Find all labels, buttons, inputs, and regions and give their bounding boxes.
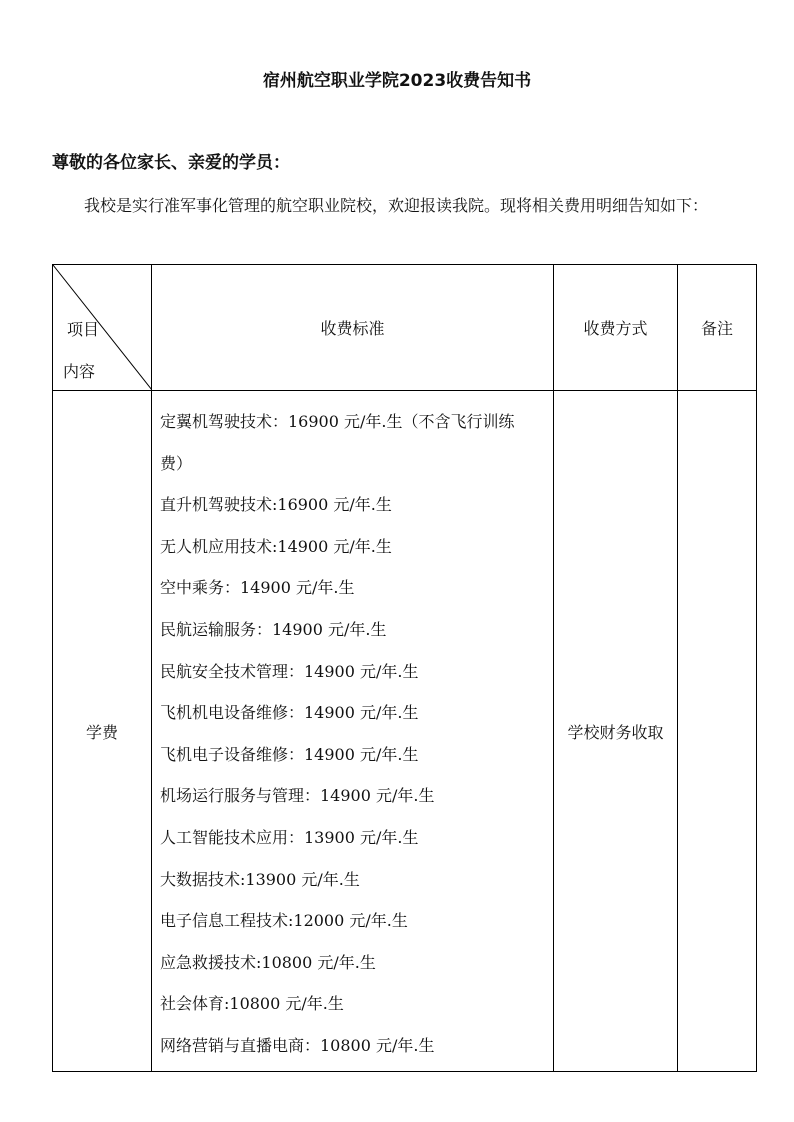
item-cell: 学费 (53, 391, 152, 1072)
standard-line: 空中乘务：14900 元/年.生 (160, 578, 355, 598)
header-method: 收费方式 (554, 265, 678, 391)
standard-line: 飞机电子设备维修：14900 元/年.生 (160, 744, 419, 764)
standard-line: 民航安全技术管理：14900 元/年.生 (160, 661, 419, 681)
standard-line: 费） (160, 453, 193, 473)
standard-line: 飞机机电设备维修：14900 元/年.生 (160, 703, 419, 723)
greeting: 尊敬的各位家长、亲爱的学员： (52, 153, 290, 173)
standard-line: 大数据技术:13900 元/年.生 (160, 869, 360, 889)
fee-table (52, 264, 757, 1072)
table-row (53, 391, 757, 1072)
header-standard: 收费标准 (152, 265, 554, 391)
page-title: 宿州航空职业学院2023收费告知书 (262, 71, 532, 91)
intro-paragraph: 我校是实行准军事化管理的航空职业院校，欢迎报读我院。现将相关费用明细告知如下： (84, 196, 709, 215)
method-cell: 学校财务收取 (554, 391, 678, 1072)
standard-line: 人工智能技术应用：13900 元/年.生 (160, 827, 419, 847)
standard-line: 社会体育:10800 元/年.生 (160, 994, 344, 1014)
standard-line: 应急救援技术:10800 元/年.生 (160, 952, 376, 972)
standard-line: 民航运输服务：14900 元/年.生 (160, 619, 387, 639)
standard-line: 定翼机驾驶技术：16900 元/年.生（不含飞行训练 (160, 412, 515, 431)
table-header-row (53, 265, 757, 391)
standard-line: 无人机应用技术:14900 元/年.生 (160, 536, 392, 556)
standard-line: 直升机驾驶技术:16900 元/年.生 (160, 495, 392, 515)
header-item-label: 项目 (67, 320, 100, 339)
standard-line: 电子信息工程技术:12000 元/年.生 (160, 911, 408, 931)
diagonal-header-cell (53, 265, 152, 391)
remark-cell (678, 391, 757, 1072)
standard-line: 机场运行服务与管理：14900 元/年.生 (160, 786, 435, 806)
header-content-label: 内容 (63, 362, 96, 381)
standard-line: 网络营销与直播电商：10800 元/年.生 (160, 1035, 435, 1055)
standards-cell (152, 391, 554, 1072)
header-remark: 备注 (678, 265, 757, 391)
